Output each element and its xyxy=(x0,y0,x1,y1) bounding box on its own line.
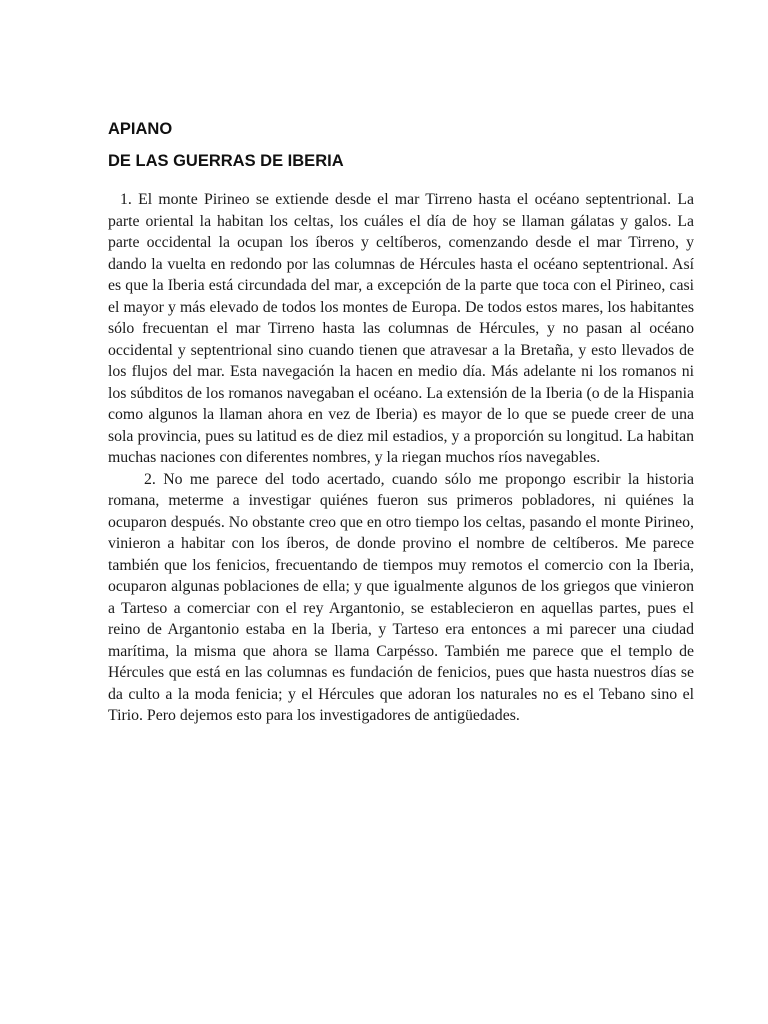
author-heading: APIANO xyxy=(108,120,173,138)
body-text xyxy=(108,189,694,727)
document-title: DE LAS GUERRAS DE IBERIA xyxy=(108,152,344,170)
paragraph-1: 1. El monte Pirineo se extiende desde el mar Tirreno hasta el océano septentrional. La parte oriental la habitan los celtas, los cuáles el día de hoy se llaman gálatas y galos. La parte occidental la ocupan los íberos y celtíberos, comenzando desde el mar Tirreno, y dando la vuelta en redondo por las columnas de Hércules hasta el océano septentrional. Así es que la Iberia está circundada del mar, a excepción de la parte que toca con el Pirineo, casi el mayor y más elevado de todos los montes de Europa. De todos estos mares, los habitantes sólo frecuentan el mar Tirreno hasta las columnas de Hércules, y no pasan al océano occidental y septentrional sino cuando tienen que atravesar a la Bretaña, y esto llevados de los flujos del mar. Esta navegación la hacen en medio día. Más adelante ni los romanos ni los súbditos de los romanos navegaban el océano. La extensión de la Iberia (o de la Hispania como algunos la llaman ahora en vez de Iberia) es mayor de lo que se puede creer de una sola provincia, pues su latitud es de diez mil estadios, y a proporción su longitud. La habitan muchas naciones con diferentes nombres, y la riegan muchos ríos navegables. xyxy=(108,191,694,466)
paragraph-2: 2. No me parece del todo acertado, cuando sólo me propongo escribir la historia romana, meterme a investigar quiénes fueron sus primeros pobladores, ni quiénes la ocuparon después. No obstante creo que en otro tiempo los celtas, pasando el monte Pirineo, vinieron a habitar con los íberos, de donde provino el nombre de celtíberos. Me parece también que los fenicios, frecuentando de tiempos muy remotos el comercio con la Iberia, ocuparon algunas poblaciones de ella; y que igualmente algunos de los griegos que vinieron a Tarteso a comerciar con el rey Argantonio, se establecieron en aquellas partes, pues el reino de Argantonio estaba en la Iberia, y Tarteso era entonces a mi parecer una ciudad marítima, la misma que ahora se llama Carpésso. También me parece que el templo de Hércules que está en las columnas es fundación de fenicios, pues que hasta nuestros días se da culto a la moda fenicia; y el Hércules que adoran los naturales no es el Tebano sino el Tirio. Pero dejemos esto para los investigadores de antigüedades. xyxy=(108,470,694,724)
